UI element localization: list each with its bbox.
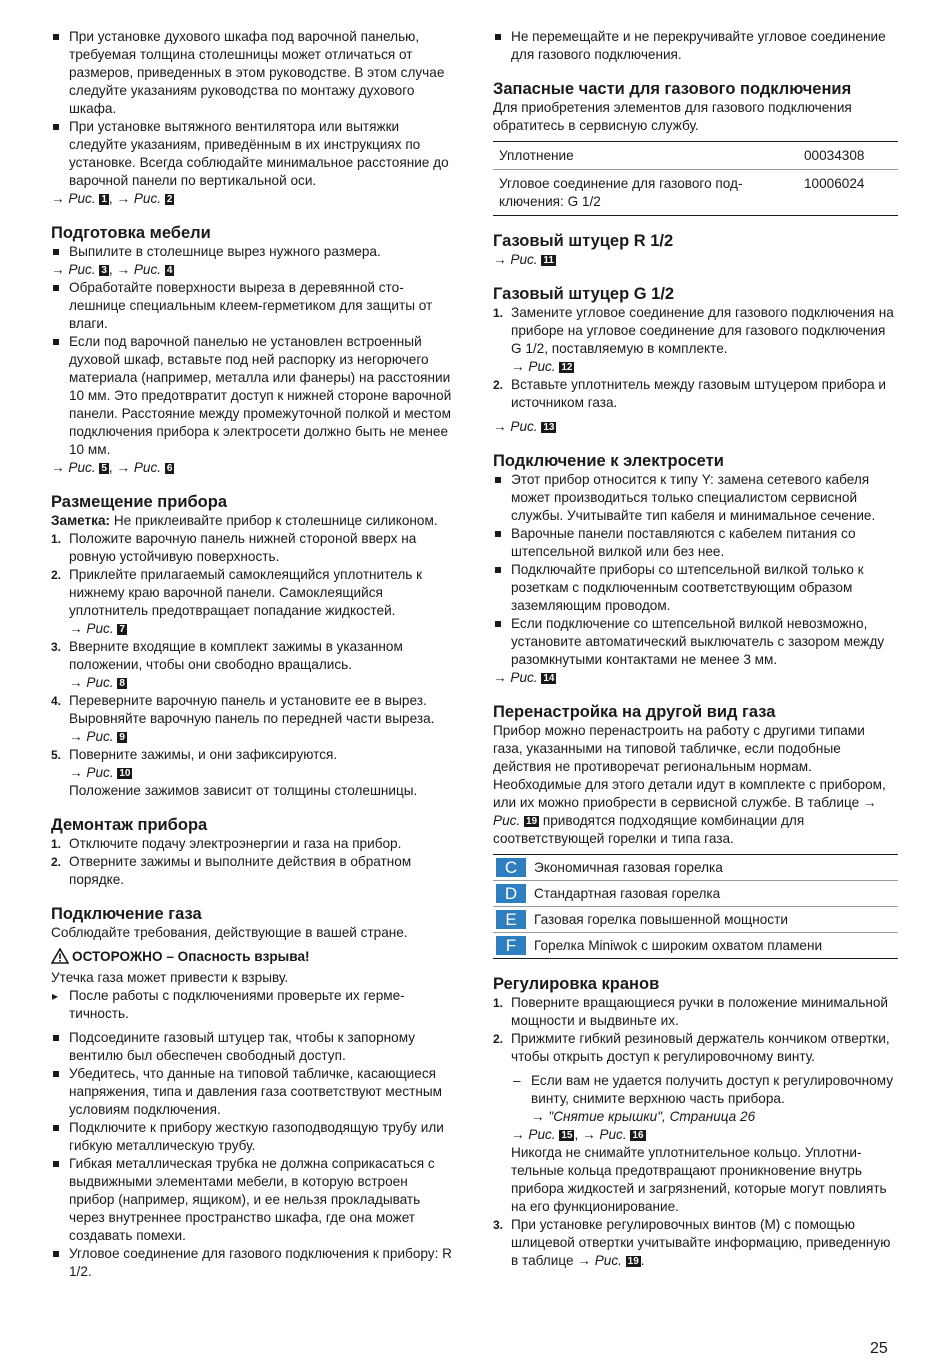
step-item: 3. Вверните входящие в комплект зажимы в указанном положении, чтобы они свободно вращались. <box>51 639 403 672</box>
conversion-text: Прибор можно перенастроить на работу с другими типами газа, указанными на типовой табличке, если подобные действия не противоречат региональным нормам. Необходимые для этого детали идут в комплекте с прибором, или их можно приобрести в сервисной службе. В таблице → Рис. 19 приводятся подходящие комбинации для соответствующей горелки и типа газа. <box>493 723 886 846</box>
figure-badge: 3 <box>101 265 107 276</box>
table-row <box>493 142 898 170</box>
table-row <box>493 855 898 880</box>
section-title-placement: Размещение прибора <box>51 493 228 511</box>
burner-legend-table <box>493 854 898 959</box>
list-item: Убедитесь, что данные на типовой табличке, касающиеся напряжения, типа и давления газа соответствуют местным условиям подключения. <box>51 1065 455 1119</box>
list-item: Подсоедините газовый штуцер так, чтобы к запорному вентилю был обеспечен свободный доступ. <box>51 1029 455 1065</box>
figure-badge: 1 <box>101 194 107 205</box>
section-title-valves: Регулировка кранов <box>493 975 660 993</box>
step-item: 1. Замените угловое соединение для газового подключения на приборе на угловое соединение для газового подключения G 1/2, поставляемую в комплекте. <box>493 305 894 356</box>
list-item: Обработайте поверхности выреза в деревянной столешнице специальным клеем-герметиком для защиты от влаги. <box>51 279 455 333</box>
figure-ref: → Рис. 13 <box>493 419 555 434</box>
figure-ref: → Рис. 8 <box>69 675 125 690</box>
figure-badge: 13 <box>543 422 555 433</box>
step-item: 5. Поверните зажимы, и они зафиксируются. <box>51 747 338 762</box>
burner-label: Стандартная газовая горелка <box>534 885 721 901</box>
burner-label: Горелка Miniwok с широким охватом пламени <box>534 937 823 953</box>
warning-triangle-icon <box>51 948 69 969</box>
burner-letter-badge: F <box>496 936 526 955</box>
warning-heading: ОСТОРОЖНО – Опасность взрыва! <box>51 948 455 969</box>
figure-ref: → Рис. 10 <box>69 765 131 780</box>
section-title-furniture: Подготовка мебели <box>51 224 211 242</box>
figure-ref: → Рис. 11 <box>493 252 554 267</box>
spare-parts-table <box>493 141 898 216</box>
figure-badge: 2 <box>166 194 173 205</box>
list-item: Если под варочной панелью не установлен встроенный духовой шкаф, вставьте под ней распорку из негорючего материала (например, металла или фанеры) на расстоянии 10 мм. Это предотвратит доступ к нижней стороне варочной панели. Расстояние между промежуточной полкой и местом подключения прибора к электросети должно быть не менее 10 мм. <box>51 333 455 459</box>
figure-ref: → Рис. 9 <box>69 729 125 744</box>
figure-badge: 15 <box>561 1130 573 1141</box>
figure-badge: 6 <box>166 463 173 474</box>
figure-ref: → Рис. 12 <box>511 359 573 374</box>
sub-item: – Если вам не удается получить доступ к регулировочному винту, снимите верхнюю часть прибора. → "Снятие крышки", Страница 26 <box>493 1072 898 1126</box>
list-item: Выпилите в столешнице вырез нужного размера. <box>51 243 455 261</box>
table-cell: 10006024 <box>796 170 898 216</box>
section-title-spare-parts: Запасные части для газового подключения <box>493 80 852 98</box>
list-item: При установке духового шкафа под варочной панелью, требуемая толщина столешницы может отличаться от размеров, приведенных в этом руководстве. В этом случае следуйте указаниям руководства по монтажу духового шкафа. <box>51 28 455 118</box>
table-row <box>493 932 898 958</box>
figure-badge: 19 <box>627 1256 639 1267</box>
note: Заметка: Не приклеивайте прибор к столешнице силиконом. <box>51 513 438 528</box>
section-title-gas: Подключение газа <box>51 905 202 923</box>
burner-letter-badge: C <box>496 858 526 877</box>
left-column <box>51 28 455 1281</box>
list-item: Не перемещайте и не перекручивайте угловое соединение для газового подключения. <box>493 28 898 64</box>
list-item: Гибкая металлическая трубка не должна соприкасаться с выдвижными элементами мебели, в которую встроен прибор (например, ящиком), и ее нельзя прокладывать через внутреннее пространство шкафа, где она может создавать помехи. <box>51 1155 455 1245</box>
section-title-electric: Подключение к электросети <box>493 452 724 470</box>
figure-badge: 5 <box>101 463 107 474</box>
section-title-r12: Газовый штуцер R 1/2 <box>493 232 674 250</box>
table-row <box>493 906 898 932</box>
step-item: 1. Поверните вращающиеся ручки в положение минимальной мощности и выдвиньте их. <box>493 995 889 1028</box>
step-item: 3. При установке регулировочных винтов (M) с помощью шлицевой отвертки учитывайте информацию, приведенную в таблице → Рис. 19 . <box>493 1217 891 1268</box>
figure-badge: 8 <box>119 678 125 689</box>
section-title-g12: Газовый штуцер G 1/2 <box>493 285 675 303</box>
figure-badge: 10 <box>119 768 131 779</box>
figure-ref: → Рис. 5 , → Рис. 6 <box>51 460 173 475</box>
figure-ref: → Рис. 1 , → Рис. 2 <box>51 191 173 206</box>
step-item: 2. Вставьте уплотнитель между газовым штуцером прибора и источником газа. <box>493 377 886 410</box>
list-item: Подключите к прибору жесткую газоподводящую трубу или гибкую металлическую трубу. <box>51 1119 455 1155</box>
list-item: Этот прибор относится к типу Y: замена сетевого кабеля может производиться только специалистом сервисной службы. Учитывайте тип кабеля и минимальное сечение. <box>493 471 898 525</box>
figure-badge: 16 <box>632 1130 644 1141</box>
warning-action: ▸ После работы с подключениями проверьте их герметичность. <box>51 987 455 1023</box>
step-item: 2. Прижмите гибкий резиновый держатель кончиком отвертки, чтобы открыть доступ к регулировочному винту. <box>493 1031 890 1064</box>
step-item: 2. Отверните зажимы и выполните действия в обратном порядке. <box>51 854 412 887</box>
figure-ref: → Рис. 14 <box>493 670 555 685</box>
step-item: 1. Положите варочную панель нижней стороной вверх на ровную устойчивую поверхность. <box>51 531 417 564</box>
burner-label: Газовая горелка повышенной мощности <box>534 911 788 927</box>
step-item: 4. Переверните варочную панель и установите ее в вырез. Выровняйте варочную панель по передней части выреза. <box>51 693 435 726</box>
spare-intro: Для приобретения элементов для газового подключения обратитесь в сервисную службу. <box>493 100 852 133</box>
table-row <box>493 170 898 216</box>
table-cell: Уплотнение <box>499 148 574 163</box>
step-note: Положение зажимов зависит от толщины столешницы. <box>69 783 418 798</box>
table-cell: Угловое соединение для газового подключения: G 1/2 <box>493 170 796 216</box>
figure-badge: 12 <box>561 362 573 373</box>
page-link[interactable]: → "Снятие крышки", Страница 26 <box>531 1109 756 1124</box>
figure-badge: 14 <box>543 673 555 684</box>
step-item: 1. Отключите подачу электроэнергии и газа на прибор. <box>51 836 402 851</box>
step-note: Никогда не снимайте уплотнительное кольцо. Уплотнительные кольца предотвращают проникновение внутрь прибора жидкостей и загрязнений, которые могут повлиять на его функционирование. <box>511 1145 887 1214</box>
list-item: Угловое соединение для газового подключения к прибору: R 1/2. <box>51 1245 455 1281</box>
warning-text: Утечка газа может привести к взрыву. <box>51 970 289 985</box>
step-item: 2. Приклейте прилагаемый самоклеящийся уплотнитель к нижнему краю варочной панели. Самоклеящийся уплотнитель предотвращает попадание жидкостей. <box>51 567 423 618</box>
burner-label: Экономичная газовая горелка <box>534 859 723 875</box>
figure-ref: → Рис. 15 , → Рис. 16 <box>511 1127 644 1142</box>
figure-badge: 9 <box>119 732 125 743</box>
list-item: Подключайте приборы со штепсельной вилкой только к розеткам с подключенным соответствующим образом заземляющим проводом. <box>493 561 898 615</box>
section-title-removal: Демонтаж прибора <box>51 816 208 834</box>
right-column <box>493 28 898 1270</box>
figure-ref: → Рис. 3 , → Рис. 4 <box>51 262 173 277</box>
table-row <box>493 880 898 906</box>
figure-badge: 7 <box>119 624 125 635</box>
figure-badge: 19 <box>525 816 538 827</box>
list-item: Если подключение со штепсельной вилкой невозможно, установите автоматический выключатель с зазором между разомкнутыми контактами не менее 3 мм. <box>493 615 898 669</box>
table-cell: 00034308 <box>804 148 865 163</box>
section-title-conversion: Перенастройка на другой вид газа <box>493 703 776 721</box>
gas-intro: Соблюдайте требования, действующие в вашей стране. <box>51 925 408 940</box>
figure-ref: → Рис. 7 <box>69 621 125 636</box>
burner-letter-badge: E <box>496 910 526 929</box>
figure-badge: 11 <box>543 255 554 266</box>
list-item: При установке вытяжного вентилятора или вытяжки следуйте указаниям, приведённым в их инструкциях по установке. Всегда соблюдайте минимальное расстояние до варочной панели по вертикальной оси. <box>51 118 455 190</box>
list-item: Варочные панели поставляются с кабелем питания со штепсельной вилкой или без нее. <box>493 525 898 561</box>
figure-badge: 4 <box>166 265 173 276</box>
page-number: 25 <box>870 1340 888 1357</box>
burner-letter-badge: D <box>496 884 526 903</box>
